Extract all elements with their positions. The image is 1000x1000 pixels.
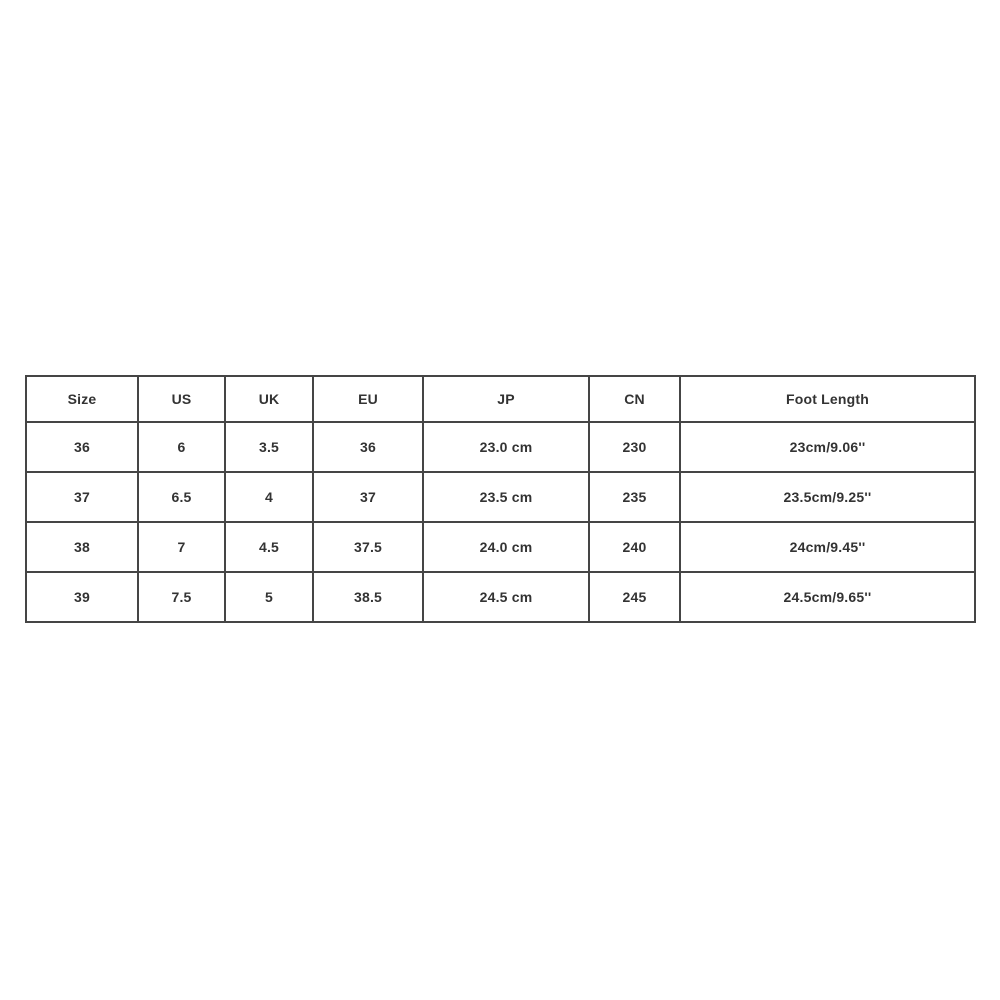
cell-cn: 240: [589, 522, 680, 572]
cell-uk: 4.5: [225, 522, 313, 572]
cell-jp: 23.5 cm: [423, 472, 589, 522]
cell-us: 7: [138, 522, 225, 572]
cell-eu: 36: [313, 422, 423, 472]
cell-jp: 23.0 cm: [423, 422, 589, 472]
table-row: [26, 472, 975, 522]
cell-us: 6.5: [138, 472, 225, 522]
cell-uk: 4: [225, 472, 313, 522]
header-us: US: [138, 376, 225, 422]
header-uk: UK: [225, 376, 313, 422]
header-jp: JP: [423, 376, 589, 422]
cell-uk: 5: [225, 572, 313, 622]
cell-size: 37: [26, 472, 138, 522]
cell-cn: 230: [589, 422, 680, 472]
table-row: [26, 572, 975, 622]
cell-uk: 3.5: [225, 422, 313, 472]
cell-eu: 37: [313, 472, 423, 522]
size-chart-table: [25, 375, 976, 623]
table-row: [26, 522, 975, 572]
cell-eu: 38.5: [313, 572, 423, 622]
table-row: [26, 422, 975, 472]
cell-foot-length: 23.5cm/9.25'': [680, 472, 975, 522]
cell-us: 6: [138, 422, 225, 472]
cell-foot-length: 24cm/9.45'': [680, 522, 975, 572]
cell-size: 39: [26, 572, 138, 622]
header-cn: CN: [589, 376, 680, 422]
cell-us: 7.5: [138, 572, 225, 622]
cell-jp: 24.5 cm: [423, 572, 589, 622]
cell-size: 36: [26, 422, 138, 472]
header-row: [26, 376, 975, 422]
cell-eu: 37.5: [313, 522, 423, 572]
cell-foot-length: 23cm/9.06'': [680, 422, 975, 472]
header-eu: EU: [313, 376, 423, 422]
cell-size: 38: [26, 522, 138, 572]
header-foot-length: Foot Length: [680, 376, 975, 422]
header-size: Size: [26, 376, 138, 422]
cell-cn: 235: [589, 472, 680, 522]
cell-jp: 24.0 cm: [423, 522, 589, 572]
cell-foot-length: 24.5cm/9.65'': [680, 572, 975, 622]
cell-cn: 245: [589, 572, 680, 622]
